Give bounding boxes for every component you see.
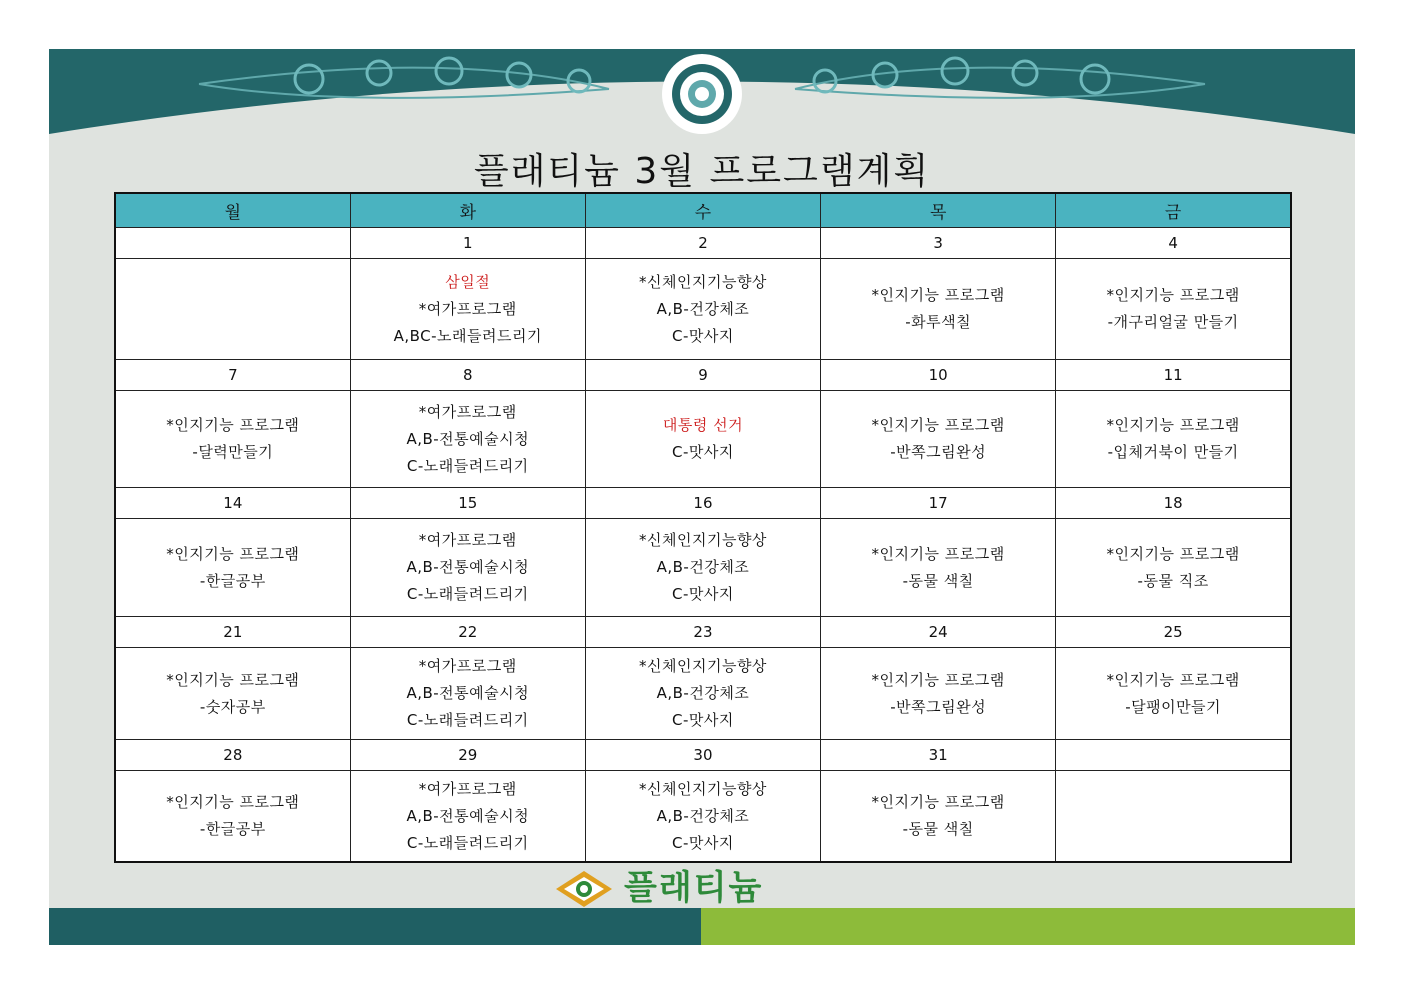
activity-cell <box>821 259 1056 360</box>
activity-line: -입체거북이 만들기 <box>1107 443 1239 462</box>
date-row <box>115 740 1291 771</box>
activity-cell <box>1056 519 1291 617</box>
date-cell: 24 <box>821 617 1056 648</box>
activity-line: C-노래들려드리기 <box>406 711 529 730</box>
activity-cell <box>585 648 820 740</box>
date-cell: 9 <box>585 360 820 391</box>
activity-cell <box>821 519 1056 617</box>
activity-line: *인지기능 프로그램 <box>1106 286 1240 305</box>
date-cell: 28 <box>115 740 350 771</box>
activity-line: A,B-전통예술시청 <box>406 806 530 825</box>
activity-cell <box>115 771 350 862</box>
date-cell: 21 <box>115 617 350 648</box>
activity-cell <box>821 648 1056 740</box>
activity-line: *인지기능 프로그램 <box>1106 416 1240 435</box>
activity-cell <box>350 519 585 617</box>
date-row <box>115 360 1291 391</box>
activity-line: A,B-건강체조 <box>656 806 750 825</box>
activity-cell <box>350 259 585 360</box>
activity-line: C-노래들려드리기 <box>406 456 529 475</box>
date-cell: 11 <box>1056 360 1291 391</box>
date-cell: 23 <box>585 617 820 648</box>
activity-row <box>115 771 1291 862</box>
activity-line: C-맛사지 <box>672 443 734 462</box>
activity-line: *인지기능 프로그램 <box>166 544 300 563</box>
page-title: 플래티늄 3월 프로그램계획 <box>473 151 931 192</box>
activity-line: -반쪽그림완성 <box>890 443 987 462</box>
date-cell: 7 <box>115 360 350 391</box>
activity-cell <box>350 648 585 740</box>
activity-cell <box>115 391 350 488</box>
activity-cell <box>585 771 820 862</box>
activity-line: *인지기능 프로그램 <box>871 286 1005 305</box>
date-cell: 30 <box>585 740 820 771</box>
calendar-body <box>115 228 1291 863</box>
activity-row <box>115 259 1291 360</box>
activity-line: C-노래들려드리기 <box>406 833 529 852</box>
date-row <box>115 228 1291 259</box>
activity-line: *인지기능 프로그램 <box>871 416 1005 435</box>
date-cell: 4 <box>1056 228 1291 259</box>
date-cell: 14 <box>115 488 350 519</box>
activity-cell <box>115 259 350 360</box>
date-row <box>115 617 1291 648</box>
footer-bar-left <box>49 908 701 945</box>
activity-line: -동물 색칠 <box>902 820 974 839</box>
date-cell: 22 <box>350 617 585 648</box>
weekday-header: 화 <box>350 193 585 228</box>
activity-line: C-맛사지 <box>672 326 734 345</box>
activity-cell <box>350 771 585 862</box>
activity-line: *인지기능 프로그램 <box>871 544 1005 563</box>
activity-cell <box>1056 391 1291 488</box>
weekday-header-row <box>115 193 1291 228</box>
activity-line: -숫자공부 <box>199 697 266 716</box>
activity-line: -한글공부 <box>199 820 266 839</box>
activity-cell <box>585 259 820 360</box>
activity-line: C-맛사지 <box>672 833 734 852</box>
activity-line: -달력만들기 <box>192 443 274 462</box>
activity-cell <box>350 391 585 488</box>
date-cell: 3 <box>821 228 1056 259</box>
date-cell <box>1056 740 1291 771</box>
activity-line: *여가프로그램 <box>418 299 517 318</box>
activity-cell <box>585 391 820 488</box>
date-cell: 1 <box>350 228 585 259</box>
activity-cell <box>821 391 1056 488</box>
date-cell: 15 <box>350 488 585 519</box>
activity-line: *인지기능 프로그램 <box>871 793 1005 812</box>
activity-line: *여가프로그램 <box>418 779 517 798</box>
activity-cell <box>585 519 820 617</box>
activity-line: *여가프로그램 <box>418 531 517 550</box>
activity-row <box>115 391 1291 488</box>
activity-line: A,B-건강체조 <box>656 558 750 577</box>
activity-line: A,B-전통예술시청 <box>406 684 530 703</box>
activity-line: *신체인지기능향상 <box>639 657 767 676</box>
activity-line: *신체인지기능향상 <box>639 779 767 798</box>
activity-line: C-맛사지 <box>672 711 734 730</box>
date-cell: 2 <box>585 228 820 259</box>
activity-line: *신체인지기능향상 <box>639 531 767 550</box>
activity-line: -한글공부 <box>199 571 266 590</box>
activity-line: *인지기능 프로그램 <box>1106 544 1240 563</box>
footer-logo <box>554 867 844 911</box>
activity-line: C-맛사지 <box>672 585 734 604</box>
activity-cell <box>1056 259 1291 360</box>
activity-line: -동물 직조 <box>1137 571 1209 590</box>
activity-line: A,BC-노래들려드리기 <box>393 326 542 345</box>
activity-line: C-노래들려드리기 <box>406 585 529 604</box>
activity-line: *인지기능 프로그램 <box>1106 670 1240 689</box>
activity-line: -화투색칠 <box>905 313 972 332</box>
activity-cell <box>115 519 350 617</box>
date-cell: 17 <box>821 488 1056 519</box>
activity-cell <box>821 771 1056 862</box>
activity-line: -동물 색칠 <box>902 571 974 590</box>
date-cell: 29 <box>350 740 585 771</box>
activity-row <box>115 519 1291 617</box>
activity-line: *인지기능 프로그램 <box>166 670 300 689</box>
logo-text: 플래티늄 <box>624 868 764 908</box>
date-cell <box>115 228 350 259</box>
activity-line: A,B-전통예술시청 <box>406 429 530 448</box>
activity-line: -반쪽그림완성 <box>890 697 987 716</box>
activity-cell <box>1056 648 1291 740</box>
logo-emblem-icon <box>554 867 614 911</box>
weekday-header: 월 <box>115 193 350 228</box>
holiday-label: 대통령 선거 <box>662 416 744 435</box>
weekday-header: 목 <box>821 193 1056 228</box>
activity-line: -개구리얼굴 만들기 <box>1107 313 1239 332</box>
activity-row <box>115 648 1291 740</box>
activity-cell <box>115 648 350 740</box>
activity-line: -달팽이만들기 <box>1125 697 1222 716</box>
activity-line: *인지기능 프로그램 <box>871 670 1005 689</box>
activity-cell <box>1056 771 1291 862</box>
footer-bar-right <box>701 908 1355 945</box>
date-cell: 8 <box>350 360 585 391</box>
activity-line: A,B-건강체조 <box>656 299 750 318</box>
date-cell: 31 <box>821 740 1056 771</box>
date-cell: 10 <box>821 360 1056 391</box>
flower-ornament-icon <box>662 54 742 134</box>
weekday-header: 금 <box>1056 193 1291 228</box>
program-calendar-page <box>49 49 1355 945</box>
activity-line: A,B-전통예술시청 <box>406 558 530 577</box>
date-cell: 16 <box>585 488 820 519</box>
holiday-label: 삼일절 <box>445 272 491 291</box>
activity-line: *신체인지기능향상 <box>639 272 767 291</box>
activity-line: A,B-건강체조 <box>656 684 750 703</box>
date-cell: 25 <box>1056 617 1291 648</box>
activity-line: *여가프로그램 <box>418 657 517 676</box>
calendar-table <box>114 192 1292 863</box>
activity-line: *인지기능 프로그램 <box>166 416 300 435</box>
weekday-header: 수 <box>585 193 820 228</box>
date-row <box>115 488 1291 519</box>
date-cell: 18 <box>1056 488 1291 519</box>
activity-line: *여가프로그램 <box>418 402 517 421</box>
activity-line: *인지기능 프로그램 <box>166 793 300 812</box>
